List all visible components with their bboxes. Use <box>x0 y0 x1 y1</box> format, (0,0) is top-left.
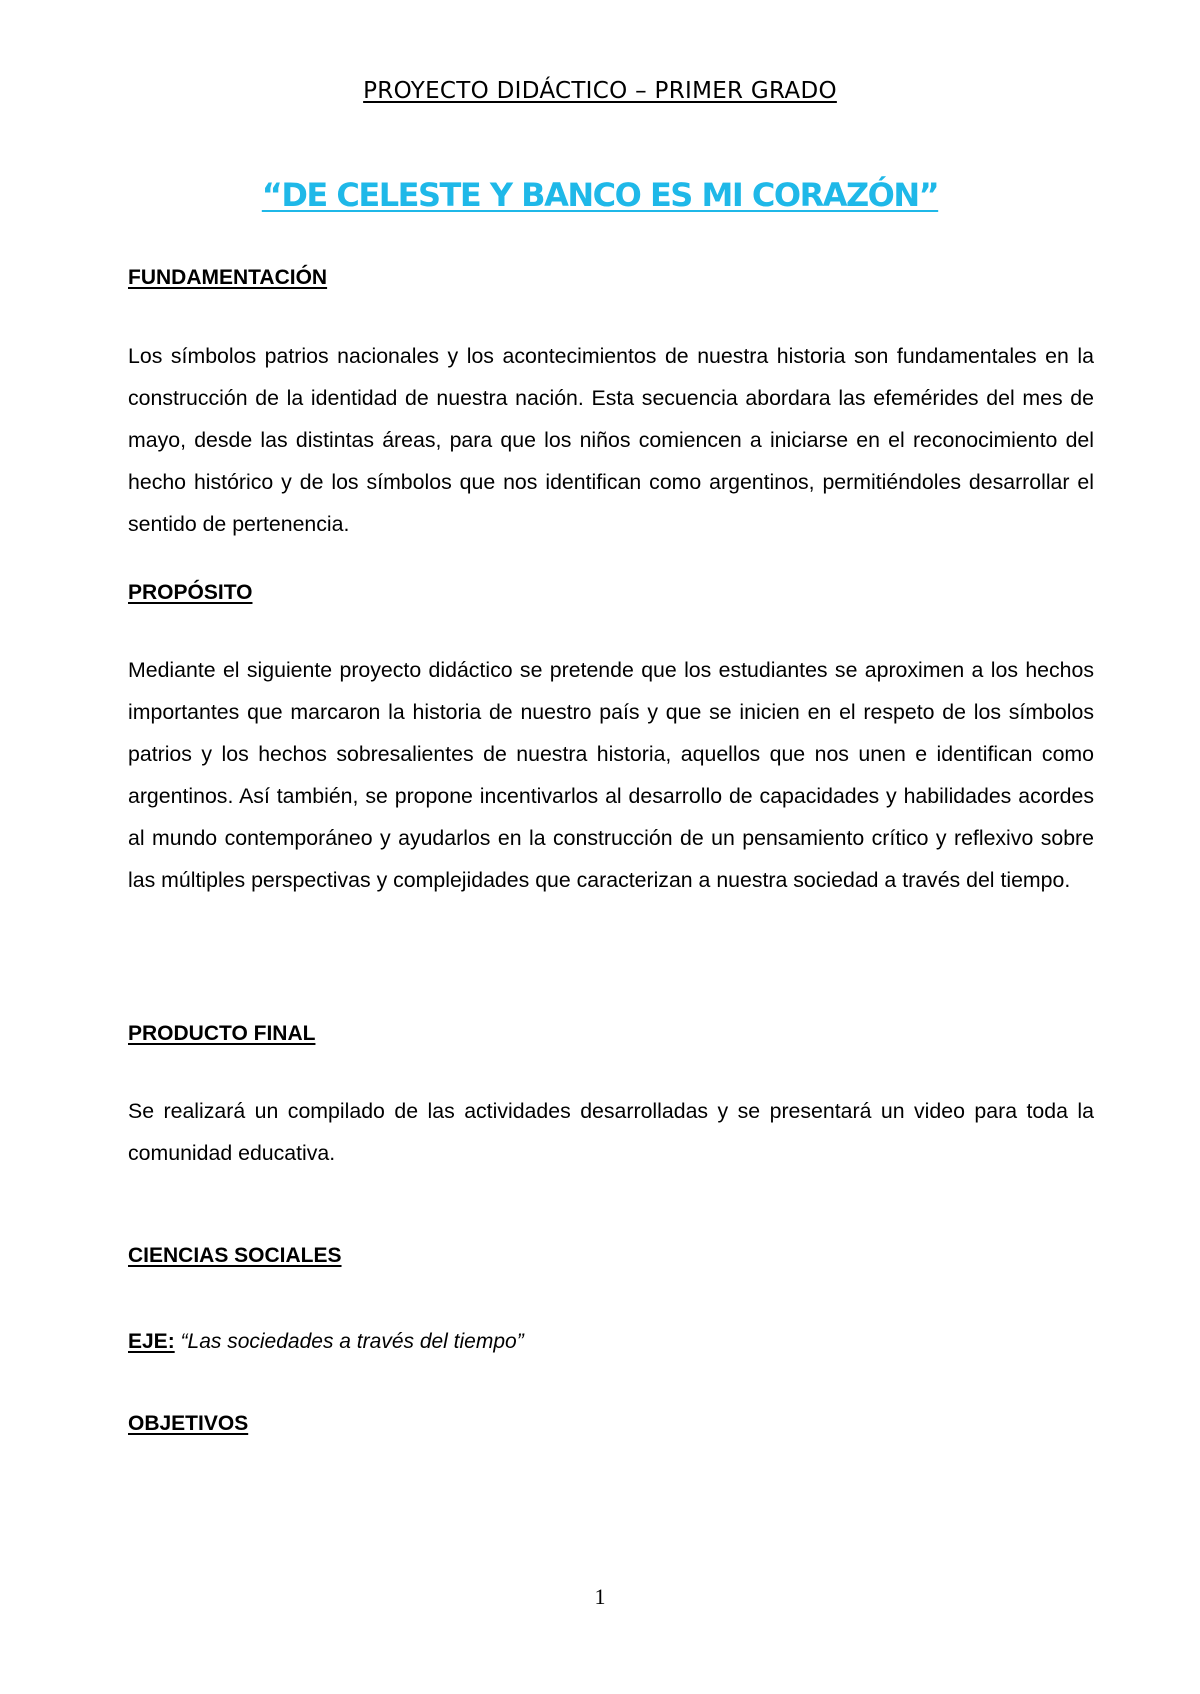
heading-ciencias-sociales: CIENCIAS SOCIALES <box>128 1244 342 1267</box>
paragraph-producto-final: Se realizará un compilado de las actividades desarrolladas y se presentará un video para toda la comunidad educativa. <box>128 1099 1094 1165</box>
eje-line <box>128 1330 524 1354</box>
eje-value: “Las sociedades a través del tiempo” <box>180 1330 524 1353</box>
heading-proposito: PROPÓSITO <box>128 581 253 604</box>
document-header-title: PROYECTO DIDÁCTICO – PRIMER GRADO <box>363 78 837 104</box>
paragraph-fundamentacion: Los símbolos patrios nacionales y los acontecimientos de nuestra historia son fundamentales en la construcción de la identidad de nuestra nación. Esta secuencia abordara las efemérides del mes de mayo, desde las distintas áreas, para que los niños comiencen a iniciarse en el reconocimiento del hecho histórico y de los símbolos que nos identifican como argentinos, permitiéndoles desarrollar el sentido de pertenencia. <box>128 344 1094 536</box>
heading-producto-final: PRODUCTO FINAL <box>128 1022 316 1045</box>
project-title: “DE CELESTE Y BANCO ES MI CORAZÓN” <box>261 176 939 214</box>
eje-label: EJE: <box>128 1330 175 1353</box>
paragraph-proposito: Mediante el siguiente proyecto didáctico se pretende que los estudiantes se aproximen a los hechos importantes que marcaron la historia de nuestro país y que se inicien en el respeto de los símbolos patrios y los hechos sobresalientes de nuestra historia, aquellos que nos unen e identifican como argentinos. Así también, se propone incentivarlos al desarrollo de capacidades y habilidades acordes al mundo contemporáneo y ayudarlos en la construcción de un pensamiento crítico y reflexivo sobre las múltiples perspectivas y complejidades que caracterizan a nuestra sociedad a través del tiempo. <box>128 658 1094 892</box>
heading-objetivos: OBJETIVOS <box>128 1412 249 1435</box>
page-number: 1 <box>594 1584 606 1609</box>
heading-fundamentacion: FUNDAMENTACIÓN <box>128 266 328 289</box>
